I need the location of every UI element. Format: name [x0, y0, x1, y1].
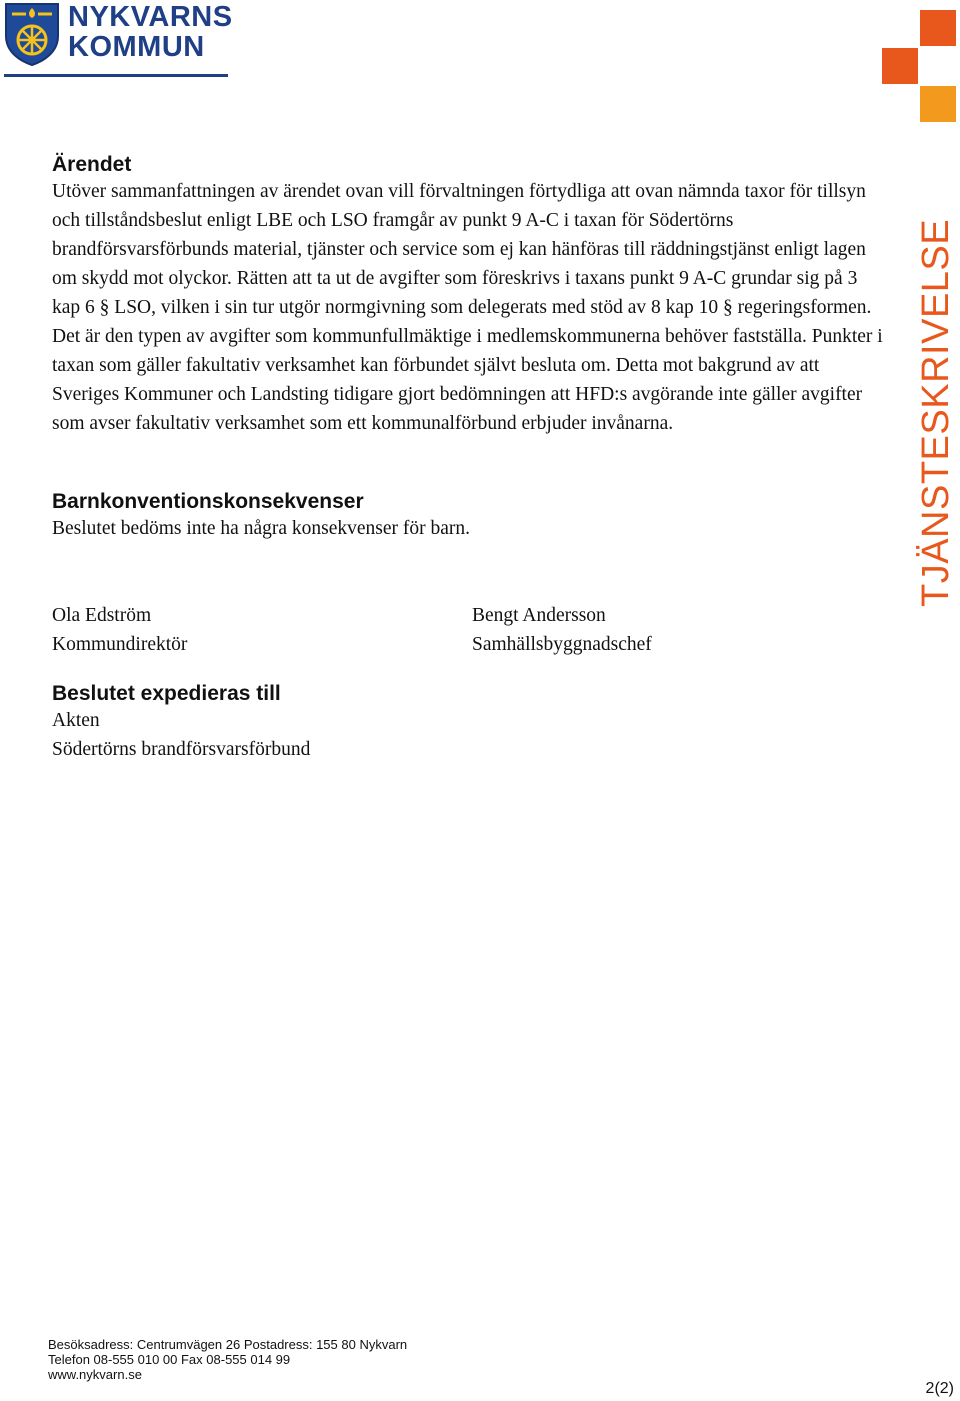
section-heading-arendet: Ärendet [52, 153, 132, 176]
logo-underline [4, 74, 228, 77]
logo-line-2: KOMMUN [68, 31, 205, 63]
footer-website-link[interactable]: www.nykvarn.se [48, 1367, 142, 1382]
section-heading-barn: Barnkonventionskonsekvenser [52, 490, 364, 513]
page-footer [48, 1337, 407, 1382]
recipient-item: Akten [52, 710, 100, 731]
logo-wordmark [68, 2, 233, 62]
recipient-list [52, 706, 888, 764]
section-body-barn: Beslutet bedöms inte ha några konsekvenser för barn. [52, 518, 471, 539]
coat-of-arms-icon [4, 2, 60, 66]
municipality-logo [4, 1, 233, 78]
section-heading-expedieras: Beslutet expedieras till [52, 682, 281, 705]
signature-block-1 [52, 601, 187, 659]
footer-address: Besöksadress: Centrumvägen 26 Postadress: 155 80 Nykvarn [48, 1337, 408, 1352]
signature-name: Bengt Andersson [472, 605, 606, 626]
section-body-arendet: Utöver sammanfattningen av ärendet ovan vill förvaltningen förtydliga att ovan nämnda taxor för tillsyn och tillståndsbeslut enligt LBE och LSO framgår av punkt 9 A-C i taxan för Södertörns brandförsvarsförbunds material, tjänster och service som ej kan hänföras till räddningstjänst enligt lagen om skydd mot olyckor. Rätten att ta ut de avgifter som föreskrivs i taxans punkt 9 A-C grundar sig på 3 kap 6 § LSO, vilken i sin tur utgör normgivning som delegerats med stöd av 8 kap 10 § regeringsformen. Det är den typen av avgifter som kommunfullmäktige i medlemskommunerna behöver fastställa. Punkter i taxan som gäller fakultativ verksamhet kan förbundet självt besluta om. Detta mot bakgrund av att Sveriges Kommuner och Landsting tidigare gjort bedömningen att HFD:s avgörande inte gäller avgifter som avser fakultativ verksamhet som ett kommunalförbund erbjuder invånarna. [52, 181, 883, 434]
document-type-label: TJÄNSTESKRIVELSE [915, 218, 957, 607]
recipient-item: Södertörns brandförsvarsförbund [52, 739, 311, 760]
signature-name: Ola Edström [52, 605, 152, 626]
decorative-squares-icon [880, 10, 960, 125]
footer-phone: Telefon 08-555 010 00 Fax 08-555 014 99 [48, 1352, 291, 1367]
signature-block-2 [472, 601, 652, 659]
signature-title: Samhällsbyggnadschef [472, 634, 652, 655]
logo-line-1: NYKVARNS [68, 1, 233, 33]
page-number: 2(2) [925, 1380, 954, 1397]
signature-title: Kommundirektör [52, 634, 188, 655]
